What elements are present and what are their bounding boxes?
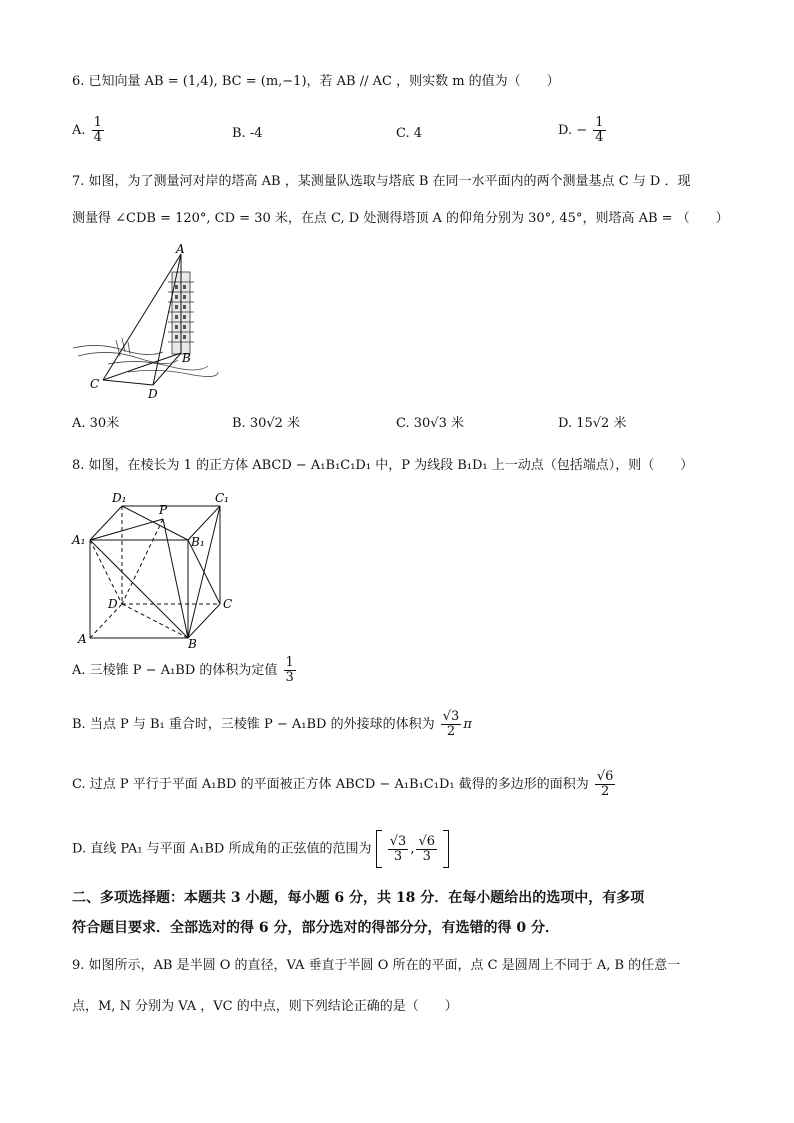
q6-option-d[interactable]: D. − $\frac{1}{4}$ (558, 115, 604, 145)
right-bracket (443, 830, 449, 868)
q9-stem-line2: 点，M, N 分别为 VA ，VC 的中点，则下列结论正确的是（ ） (72, 999, 458, 1014)
label-a1: A₁ (72, 533, 86, 547)
q6-option-a[interactable]: A. $\frac{1}{4}$ (72, 115, 102, 145)
q8-option-c[interactable]: C. 过点 P 平行于平面 A₁BD 的平面被正方体 ABCD − A₁B₁C₁D₁ 截得的多边形的面积为 $\frac{√6}{2}$ (72, 769, 614, 799)
label-b: B (188, 637, 197, 651)
label-c1: C₁ (215, 491, 229, 505)
q8-option-b[interactable]: B. 当点 P 与 B₁ 重合时，三棱锥 P − A₁BD 的外接球的体积为 $\frac{√3}{2}$ π (72, 709, 472, 739)
fraction: $\frac{√3}{3}$ (389, 833, 407, 864)
q7-option-a[interactable]: A. 30米 (72, 416, 120, 431)
q9-stem-line1: 9. 如图所示，AB 是半圆 O 的直径，VA 垂直于半圆 O 所在的平面，点 C 是圆周上不同于 A, B 的任意一 (72, 958, 681, 973)
cube-hidden-edges (90, 506, 220, 638)
label-d: D (108, 597, 118, 611)
q6-stem: 6. 已知向量 AB = (1,4), BC = (m,−1)，若 AB // AC ，则实数 m 的值为（ ） (72, 74, 560, 89)
label-b1: B₁ (191, 535, 205, 549)
q8-stem: 8. 如图，在棱长为 1 的正方体 ABCD − A₁B₁C₁D₁ 中，P 为线段 B₁D₁ 上一动点（包括端点），则（ ） (72, 458, 694, 473)
fraction: $\frac{√6}{3}$ (418, 833, 436, 864)
fraction: $\frac{1}{4}$ (595, 115, 604, 145)
section2-line1: 二、多项选择题：本题共 3 小题，每小题 6 分，共 18 分．在每小题给出的选项中，有多项 (72, 890, 645, 906)
q6-option-c[interactable]: C. 4 (396, 126, 423, 141)
fraction: $\frac{1}{4}$ (93, 115, 102, 145)
q8-option-a[interactable]: A. 三棱锥 P − A₁BD 的体积为定值 $\frac{1}{3}$ (72, 655, 294, 685)
fraction: $\frac{1}{3}$ (285, 655, 294, 685)
label-p: P (159, 503, 168, 517)
label-b: B (182, 351, 191, 365)
left-bracket (376, 830, 382, 868)
water-ripples (73, 338, 218, 377)
label-d: D (148, 387, 158, 401)
label-c: C (223, 597, 233, 611)
cube-figure (68, 488, 240, 654)
tower-figure (68, 240, 228, 405)
fraction: $\frac{√6}{2}$ (596, 769, 614, 799)
label-c: C (90, 377, 100, 391)
fraction: $\frac{√3}{2}$ (442, 709, 460, 739)
q7-option-c[interactable]: C. 30√3 米 (396, 416, 464, 431)
label-d1: D₁ (112, 491, 127, 505)
label-a: A (78, 632, 87, 646)
geometry-lines (103, 254, 181, 385)
label-a: A (176, 242, 185, 256)
q7-stem-line2: 测量得 ∠CDB = 120°, CD = 30 米，在点 C, D 处测得塔顶 A 的仰角分别为 30°, 45°，则塔高 AB = （ ） (72, 211, 729, 226)
q6-option-b[interactable]: B. -4 (232, 126, 263, 141)
q8-option-d[interactable]: D. 直线 PA₁ 与平面 A₁BD 所成角的正弦值的范围为 $\frac{√3}{3}$ , $\frac{√6}{3}$ (72, 830, 449, 868)
cube-solid-edges (90, 506, 220, 638)
q7-option-b[interactable]: B. 30√2 米 (232, 416, 301, 431)
q7-stem-line1: 7. 如图，为了测量河对岸的塔高 AB ，某测量队选取与塔底 B 在同一水平面内的两个测量基点 C 与 D ．现 (72, 174, 691, 189)
section2-line2: 符合题目要求．全部选对的得 6 分，部分选对的得部分分，有选错的得 0 分． (72, 920, 559, 936)
q7-option-d[interactable]: D. 15√2 米 (558, 416, 627, 431)
